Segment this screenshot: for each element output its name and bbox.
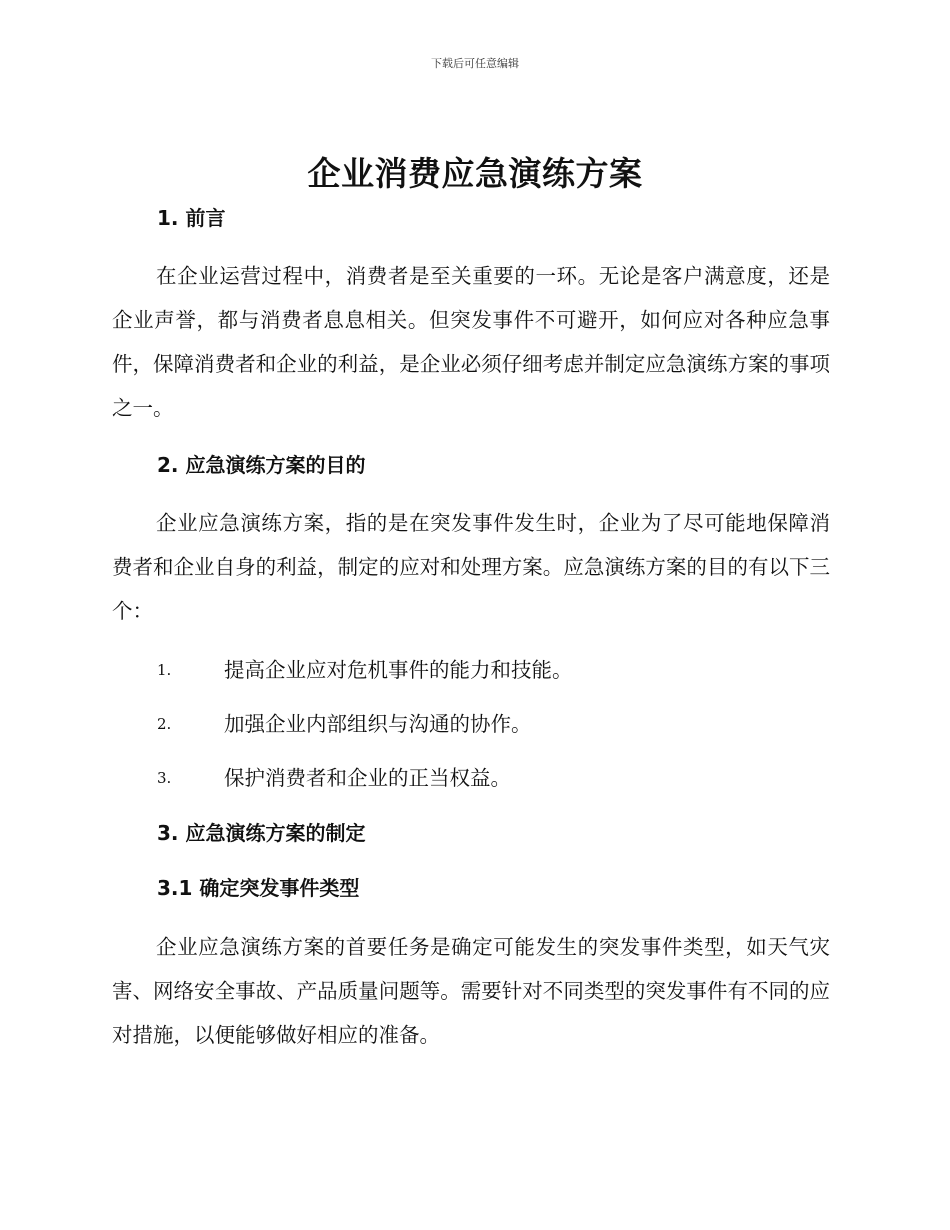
section-paragraph-purpose: 企业应急演练方案，指的是在突发事件发生时，企业为了尽可能地保障消费者和企业自身的利益，制定的应对和处理方案。应急演练方案的目的有以下三个： — [112, 511, 830, 623]
section-heading-preface: 1. 前言 — [157, 206, 226, 230]
subsection-heading-event-types: 3.1 确定突发事件类型 — [157, 876, 360, 900]
list-item-number: 2. — [157, 715, 172, 733]
list-item — [112, 655, 830, 685]
list-item — [112, 763, 830, 793]
page-header-note: 下载后可任意编辑 — [431, 57, 519, 70]
list-item — [112, 709, 830, 739]
subsection-paragraph-event-types: 企业应急演练方案的首要任务是确定可能发生的突发事件类型，如天气灾害、网络安全事故、产品质量问题等。需要针对不同类型的突发事件有不同的应对措施，以便能够做好相应的准备。 — [112, 935, 830, 1047]
document-title: 企业消费应急演练方案 — [307, 154, 643, 193]
section-heading-purpose: 2. 应急演练方案的目的 — [157, 453, 366, 477]
list-item-number: 3. — [157, 769, 172, 787]
list-item-text: 提高企业应对危机事件的能力和技能。 — [224, 658, 573, 682]
list-item-text: 加强企业内部组织与沟通的协作。 — [224, 712, 532, 736]
list-item-text: 保护消费者和企业的正当权益。 — [224, 766, 511, 790]
section-paragraph-preface: 在企业运营过程中，消费者是至关重要的一环。无论是客户满意度，还是企业声誉，都与消费者息息相关。但突发事件不可避开，如何应对各种应急事件，保障消费者和企业的利益，是企业必须仔细考虑并制定应急演练方案的事项之一。 — [112, 264, 830, 420]
list-item-number: 1. — [157, 661, 172, 679]
document-body — [112, 203, 830, 1057]
section-heading-formulation: 3. 应急演练方案的制定 — [157, 821, 366, 845]
